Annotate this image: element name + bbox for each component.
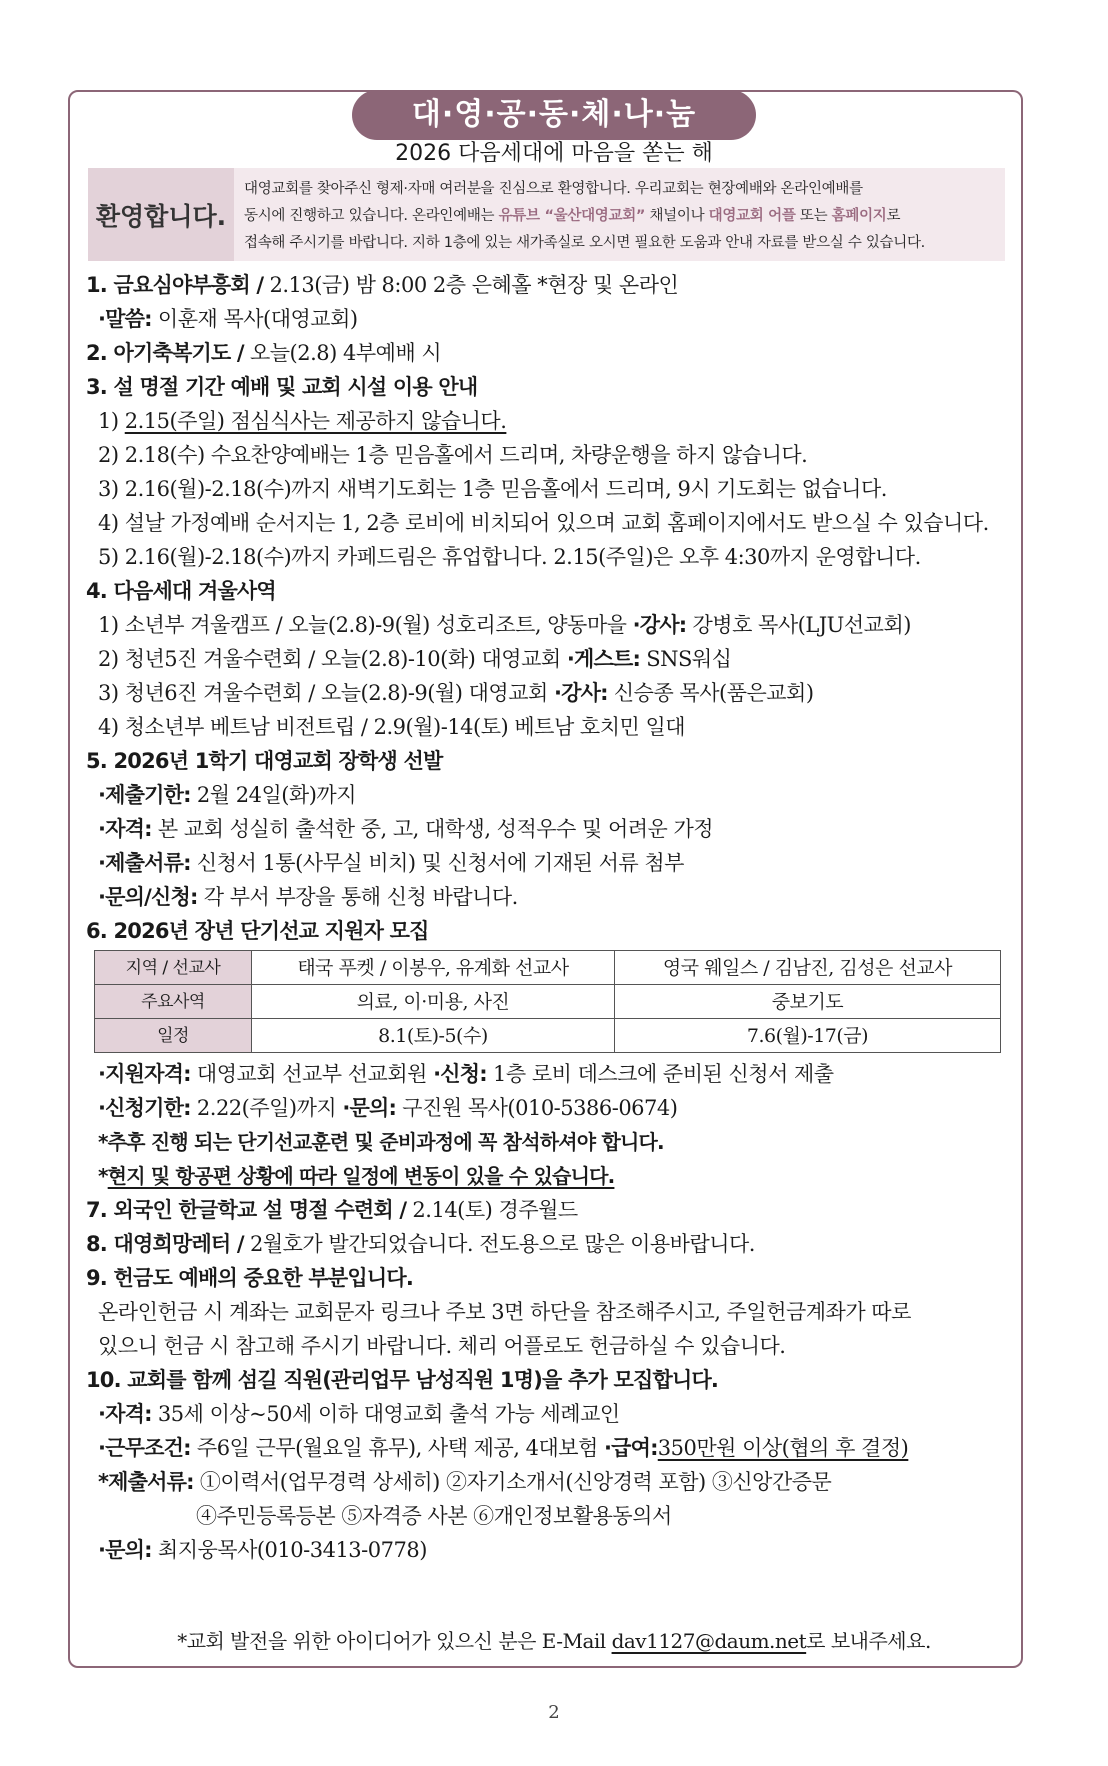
page-number: 2: [548, 1702, 560, 1723]
list-item: ·자격: 35세 이상~50세 이하 대영교회 출석 가능 세례교인: [98, 1402, 620, 1426]
list-item: 1) 소년부 겨울캠프 / 오늘(2.8)-9(월) 성호리조트, 양동마을 ·강사: 강병호 목사(LJU선교회): [98, 613, 911, 637]
section-10-title: 10. 교회를 함께 섬길 직원(관리업무 남성직원 1명)을 추가 모집합니다.: [86, 1368, 719, 1392]
welcome-line: 접속해 주시기를 바랍니다. 지하 1층에 있는 새가족실로 오시면 필요한 도움과 안내 자료를 받으실 수 있습니다.: [244, 235, 925, 251]
page-subtitle: 2026 다음세대에 마음을 쏟는 해: [395, 141, 713, 166]
paragraph-line: 있으니 헌금 시 참고해 주시기 바랍니다. 체리 어플로도 헌금하실 수 있습니다.: [98, 1334, 786, 1358]
notice: *추후 진행 되는 단기선교훈련 및 준비과정에 꼭 참석하셔야 합니다.: [98, 1130, 664, 1154]
section-6-title: 6. 2026년 장년 단기선교 지원자 모집: [86, 919, 429, 943]
list-item: ·자격: 본 교회 성실히 출석한 중, 고, 대학생, 성적우수 및 어려운 가정: [98, 817, 714, 841]
list-item: ·신청기한: 2.22(주일)까지 ·문의: 구진원 목사(010-5386-0674): [98, 1096, 678, 1120]
list-item: 3) 청년6진 겨울수련회 / 오늘(2.8)-9(월) 대영교회 ·강사: 신승종 목사(품은교회): [98, 681, 814, 705]
list-item: ·문의/신청: 각 부서 부장을 통해 신청 바랍니다.: [98, 885, 518, 909]
table-row: 지역 / 선교사 태국 푸켓 / 이봉우, 유계화 선교사 영국 웨일스 / 김남진, 김성은 선교사: [95, 951, 1001, 985]
youtube-channel: 유튜브 “울산대영교회”: [498, 208, 646, 224]
list-item: ·제출서류: 신청서 1통(사무실 비치) 및 신청서에 기재된 서류 첨부: [98, 851, 684, 875]
list-item: 2) 2.18(수) 수요찬양예배는 1층 믿음홀에서 드리며, 차량운행을 하지 않습니다.: [98, 443, 808, 467]
section-1-speaker: ·말씀: 이훈재 목사(대영교회): [98, 307, 358, 331]
footer-note: *교회 발전을 위한 아이디어가 있으신 분은 E-Mail dav1127@daum.net로 보내주세요.: [177, 1629, 931, 1653]
section-4-title: 4. 다음세대 겨울사역: [86, 579, 276, 603]
welcome-line: 대영교회를 찾아주신 형제·자매 여러분을 진심으로 환영합니다. 우리교회는 현장예배와 온라인예배를: [244, 181, 863, 197]
page-title: 대·영·공·동·체·나·눔: [352, 90, 756, 140]
section-3-title: 3. 설 명절 기간 예배 및 교회 시설 이용 안내: [86, 375, 478, 399]
section-2-title: 2. 아기축복기도 / 오늘(2.8) 4부예배 시: [86, 341, 442, 365]
list-item: *제출서류: ①이력서(업무경력 상세히) ②자기소개서(신앙경력 포함) ③신앙간증문: [98, 1470, 832, 1494]
section-1-title: 1. 금요심야부흥회 / 2.13(금) 밤 8:00 2층 은혜홀 *현장 및 온라인: [86, 273, 679, 297]
welcome-text: [234, 168, 1005, 261]
section-8-title: 8. 대영희망레터 / 2월호가 발간되었습니다. 전도용으로 많은 이용바랍니다.: [86, 1232, 755, 1256]
list-item: 4) 청소년부 베트남 비전트립 / 2.9(월)-14(토) 베트남 호치민 일대: [98, 715, 686, 739]
announcements: [86, 268, 1011, 1567]
email-link[interactable]: dav1127@daum.net: [611, 1629, 807, 1653]
section-7-title: 7. 외국인 한글학교 설 명절 수련회 / 2.14(토) 경주월드: [86, 1198, 578, 1222]
section-5-title: 5. 2026년 1학기 대영교회 장학생 선발: [86, 749, 443, 773]
list-item: 2) 청년5진 겨울수련회 / 오늘(2.8)-10(화) 대영교회 ·게스트: SNS워십: [98, 647, 732, 671]
table-row: 일정 8.1(토)-5(수) 7.6(월)-17(금): [95, 1019, 1001, 1053]
list-item: 3) 2.16(월)-2.18(수)까지 새벽기도회는 1층 믿음홀에서 드리며, 9시 기도회는 없습니다.: [98, 477, 887, 501]
list-item: ④주민등록등본 ⑤자격증 사본 ⑥개인정보활용동의서: [196, 1504, 672, 1528]
table-row: 주요사역 의료, 이·미용, 사진 중보기도: [95, 985, 1001, 1019]
list-item: 5) 2.16(월)-2.18(수)까지 카페드림은 휴업합니다. 2.15(주일)은 오후 4:30까지 운영합니다.: [98, 545, 921, 569]
welcome-line: 동시에 진행하고 있습니다. 온라인예배는 유튜브 “울산대영교회” 채널이나 대영교회 어플 또는 홈페이지로: [244, 208, 901, 224]
list-item: 4) 설날 가정예배 순서지는 1, 2층 로비에 비치되어 있으며 교회 홈페이지에서도 받으실 수 있습니다.: [98, 511, 989, 535]
list-item: 1) 2.15(주일) 점심식사는 제공하지 않습니다.: [98, 409, 507, 433]
mission-table: [94, 950, 1001, 1053]
list-item: ·제출기한: 2월 24일(화)까지: [98, 783, 356, 807]
notice: *현지 및 항공편 상황에 따라 일정에 변동이 있을 수 있습니다.: [98, 1164, 615, 1188]
section-9-title: 9. 헌금도 예배의 중요한 부분입니다.: [86, 1266, 414, 1290]
list-item: ·지원자격: 대영교회 선교부 선교회원 ·신청: 1층 로비 데스크에 준비된 신청서 제출: [98, 1062, 834, 1086]
paragraph-line: 온라인헌금 시 계좌는 교회문자 링크나 주보 3면 하단을 참조해주시고, 주일헌금계좌가 따로: [98, 1300, 911, 1324]
homepage: 홈페이지: [831, 208, 887, 224]
welcome-box: [88, 168, 1005, 261]
list-item: ·문의: 최지웅목사(010-3413-0778): [98, 1538, 427, 1562]
church-app: 대영교회 어플: [708, 208, 796, 224]
welcome-label: 환영합니다.: [88, 168, 234, 261]
list-item: ·근무조건: 주6일 근무(월요일 휴무), 사택 제공, 4대보험 ·급여:350만원 이상(협의 후 결정): [98, 1436, 909, 1460]
